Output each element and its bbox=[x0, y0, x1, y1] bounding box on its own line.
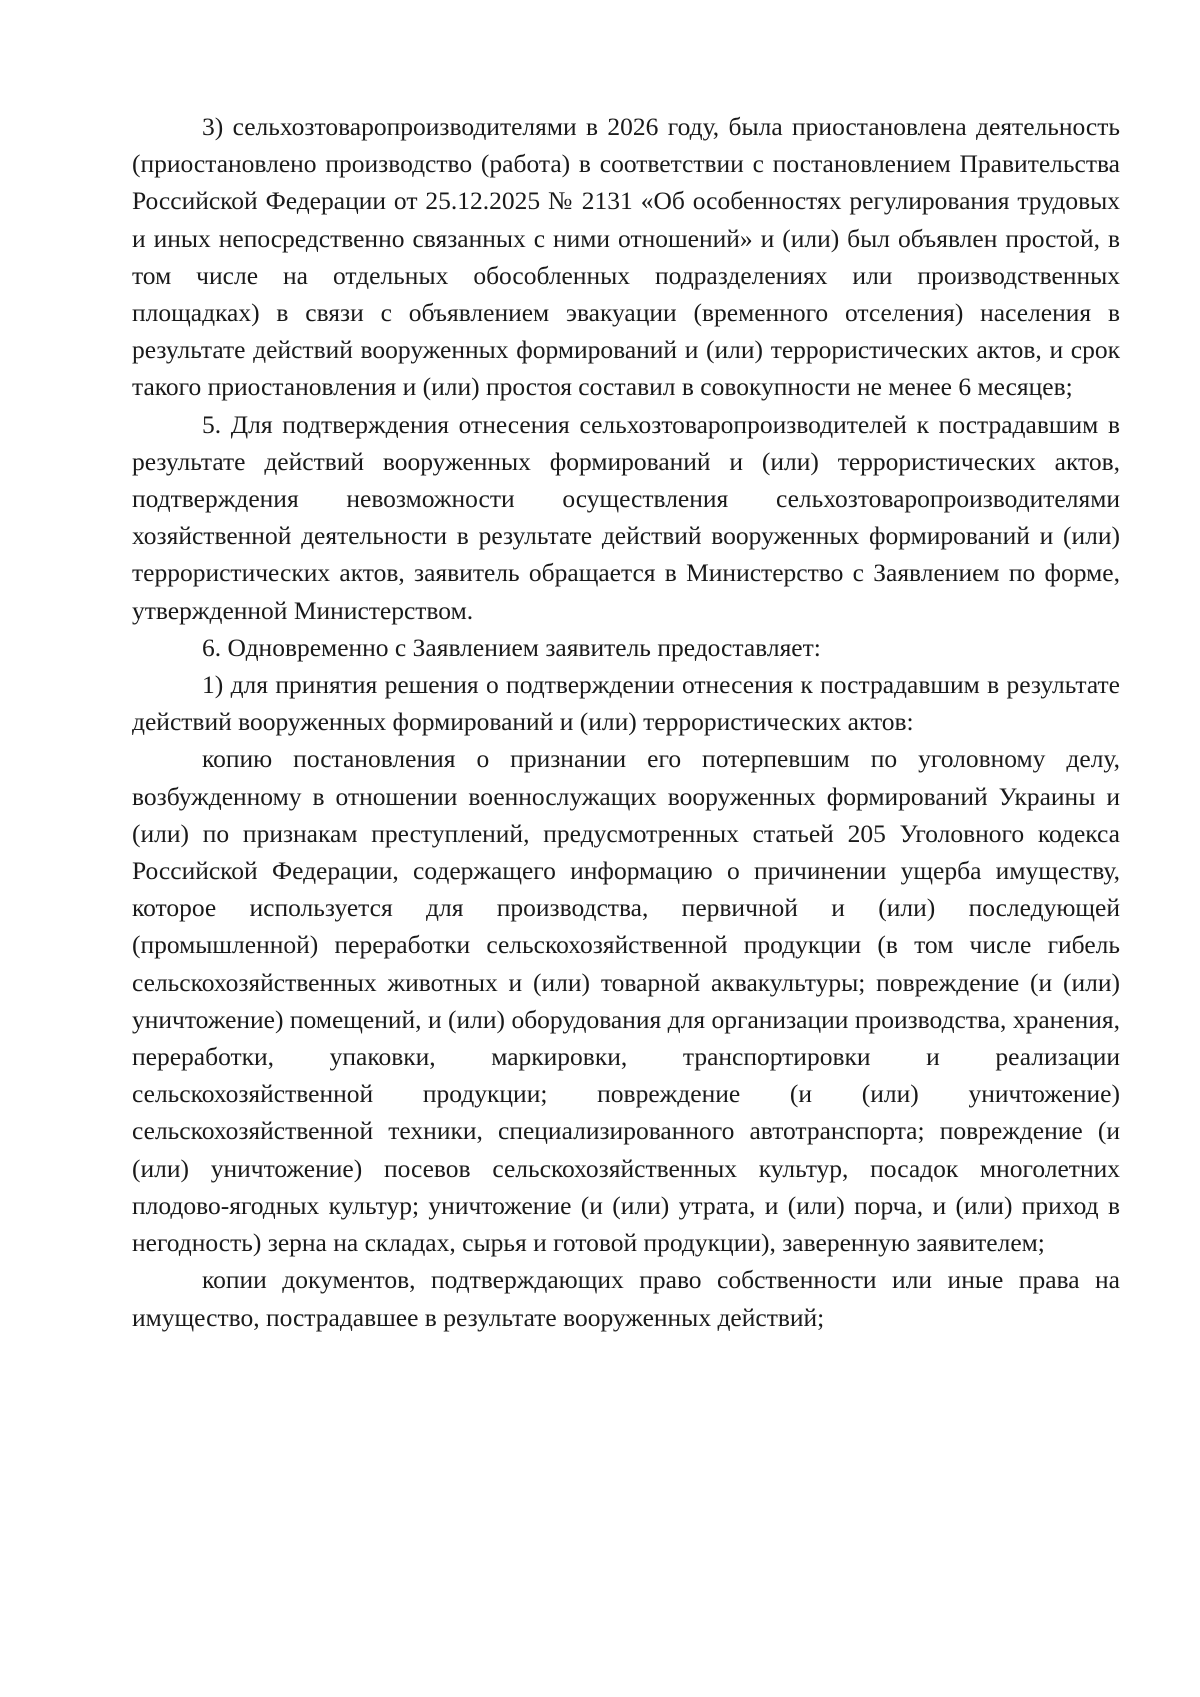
paragraph-point-6: 6. Одновременно с Заявлением заявитель предоставляет: bbox=[202, 632, 821, 662]
paragraph-point-5: 5. Для подтверждения отнесения сельхозтоваропроизводителей к пострадавшим в результате действий вооруженных формирований и (или) террористических актов, подтверждения невозможности осуществления сельхозтоваропроизводителями хозяйственной деятельности в результате действий вооруженных формирований и (или) террористических актов, заявитель обращается в Министерство с Заявлением по форме, утвержденной Министерством. bbox=[132, 409, 1120, 625]
paragraph-subitem-1: 1) для принятия решения о подтверждении отнесения к пострадавшим в результате действий вооруженных формирований и (или) террористических актов: bbox=[132, 670, 1120, 737]
paragraph-ownership-documents: копии документов, подтверждающих право собственности или иные права на имущество, пострадавшее в результате вооруженных действий; bbox=[132, 1265, 1120, 1332]
paragraph-resolution-copy: копию постановления о признании его потерпевшим по уголовному делу, возбужденному в отношении военнослужащих вооруженных формирований Украины и (или) по признакам преступлений, предусмотренных статьей 205 Уголовного кодекса Российской Федерации, содержащего информацию о причинении ущерба имуществу, которое используется для производства, первичной и (или) последующей (промышленной) переработки сельскохозяйственной продукции (в том числе гибель сельскохозяйственных животных и (или) товарной аквакультуры; повреждение (и (или) уничтожение) помещений, и (или) оборудования для организации производства, хранения, переработки, упаковки, маркировки, транспортировки и реализации сельскохозяйственной продукции; повреждение (и (или) уничтожение) сельскохозяйственной техники, специализированного автотранспорта; повреждение (и (или) уничтожение) посевов сельскохозяйственных культур, посадок многолетних плодово-ягодных культур; уничтожение (и (или) утрата, и (или) порча, и (или) приход в негодность) зерна на складах, сырья и готовой продукции), заверенную заявителем; bbox=[132, 744, 1120, 1258]
document-body bbox=[132, 108, 1120, 1336]
paragraph-item-3: 3) сельхозтоваропроизводителями в 2026 году, была приостановлена деятельность (приостановлено производство (работа) в соответствии с постановлением Правительства Российской Федерации от 25.12.2025 № 2131 «Об особенностях регулирования трудовых и иных непосредственно связанных с ними отношений» и (или) был объявлен простой, в том числе на отдельных обособленных подразделениях или производственных площадках) в связи с объявлением эвакуации (временного отселения) населения в результате действий вооруженных формирований и (или) террористических актов, и срок такого приостановления и (или) простоя составил в совокупности не менее 6 месяцев; bbox=[132, 112, 1120, 402]
